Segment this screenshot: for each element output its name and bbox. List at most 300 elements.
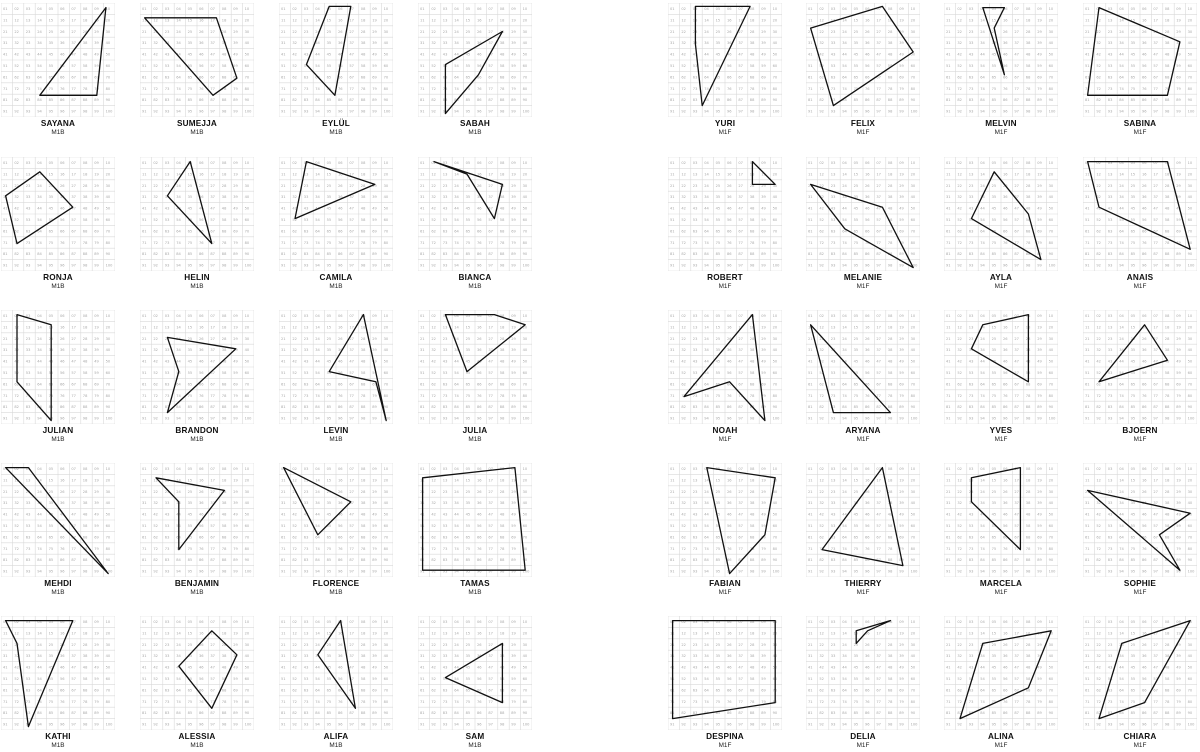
grid-number: 46 (199, 52, 204, 57)
grid-number: 78 (82, 240, 88, 245)
grid-number: 29 (372, 336, 377, 341)
grid-number: 48 (749, 206, 755, 211)
grid-number: 88 (499, 711, 505, 716)
grid-number: 18 (1164, 18, 1170, 23)
drawn-shape (811, 6, 914, 105)
grid-number: 33 (25, 195, 31, 200)
grid-number: 61 (3, 382, 8, 387)
grid-number: 96 (338, 109, 343, 114)
grid-number: 10 (383, 620, 389, 624)
grid-number: 45 (326, 665, 332, 670)
grid-number: 96 (1142, 569, 1147, 574)
grid-number: 67 (349, 382, 354, 387)
grid-number: 03 (1107, 7, 1113, 11)
grid-number: 06 (727, 161, 732, 165)
grid-number: 31 (420, 501, 425, 506)
grid-number: 13 (303, 325, 309, 330)
grid-number: 02 (14, 467, 19, 471)
grid-number: 21 (1085, 29, 1090, 34)
grid-number: 23 (442, 183, 448, 188)
grid-number: 97 (71, 416, 76, 421)
grid-number: 32 (681, 41, 686, 46)
grid-number: 07 (210, 314, 215, 318)
grid-number: 26 (727, 489, 732, 494)
grid-number: 14 (454, 18, 459, 23)
grid-number: 49 (94, 359, 99, 364)
grid-number: 88 (360, 711, 366, 716)
grid-number: 21 (142, 489, 147, 494)
grid-number: 29 (1037, 183, 1042, 188)
grid-number: 43 (442, 359, 448, 364)
grid-number: 57 (738, 64, 743, 68)
grid-number: 37 (488, 195, 493, 200)
grid-number: 24 (315, 336, 320, 341)
grid-number: 69 (761, 688, 766, 693)
grid-number: 76 (199, 240, 204, 245)
grid-number: 95 (48, 569, 54, 574)
grid-number: 56 (60, 524, 65, 528)
grid-number: 39 (1176, 501, 1181, 506)
grid-number: 14 (1119, 325, 1124, 330)
grid-number: 55 (48, 218, 54, 222)
grid-number: 52 (819, 218, 824, 222)
grid-number: 87 (738, 405, 743, 410)
grid-number: 78 (360, 546, 366, 551)
grid-number: 71 (1085, 240, 1090, 245)
grid-number: 46 (338, 206, 343, 211)
grid-number: 82 (292, 405, 297, 410)
grid-number: 08 (221, 467, 227, 471)
grid-number: 07 (1014, 7, 1019, 11)
grid-number: 68 (1025, 382, 1031, 387)
grid-number: 18 (82, 325, 88, 330)
grid-number: 29 (761, 183, 766, 188)
grid-number: 35 (48, 195, 54, 200)
grid-number: 18 (499, 172, 505, 177)
grid-number: 52 (1096, 64, 1101, 68)
grid-number: 05 (853, 7, 859, 11)
grid-number: 66 (727, 75, 732, 80)
grid-number: 81 (3, 98, 8, 103)
grid-number: 71 (420, 546, 425, 551)
grid-number: 46 (199, 665, 204, 670)
grid-number: 26 (338, 29, 343, 34)
grid-number: 12 (292, 631, 297, 636)
grid-number: 18 (82, 631, 88, 636)
grid-number: 78 (887, 393, 893, 398)
grid-number: 75 (326, 240, 332, 245)
grid-number: 03 (303, 620, 309, 624)
grid-number: 95 (853, 722, 859, 727)
grid-number: 49 (94, 206, 99, 211)
grid-number: 58 (82, 524, 88, 528)
grid-number: 83 (303, 558, 309, 563)
grid-number: 30 (1048, 29, 1054, 34)
grid-number: 89 (761, 405, 766, 410)
grid-number: 62 (681, 229, 686, 234)
grid-number: 76 (199, 699, 204, 704)
grid-number: 70 (383, 229, 389, 234)
grid-number: 08 (1025, 467, 1031, 471)
grid-number: 46 (60, 665, 65, 670)
grid-number: 84 (176, 711, 181, 716)
grid-number: 75 (853, 240, 859, 245)
grid-number: 35 (187, 654, 193, 659)
grid-number: 46 (865, 359, 870, 364)
grid-number: 47 (1014, 206, 1019, 211)
grid-number: 79 (233, 699, 238, 704)
grid-number: 27 (1014, 183, 1019, 188)
class-group: M1F (718, 589, 732, 596)
grid-number: 73 (968, 546, 974, 551)
grid-number: 82 (819, 405, 824, 410)
grid-number: 03 (1107, 314, 1113, 318)
grid-number: 24 (176, 183, 181, 188)
grid-number: 88 (221, 558, 227, 563)
grid-number: 27 (349, 489, 354, 494)
student-card (279, 157, 393, 293)
grid-number: 01 (281, 314, 286, 318)
grid-number: 90 (772, 252, 778, 257)
grid-number: 61 (808, 75, 813, 80)
grid-number: 82 (153, 98, 158, 103)
grid-number: 27 (349, 183, 354, 188)
grid-number: 57 (210, 371, 215, 375)
grid-number: 49 (233, 359, 238, 364)
grid-number: 32 (153, 501, 158, 506)
grid-number: 78 (1025, 86, 1031, 91)
grid-number: 54 (176, 371, 181, 375)
grid-number: 02 (681, 314, 686, 318)
grid-number: 31 (1085, 41, 1090, 46)
grid-number: 33 (164, 41, 170, 46)
grid-number: 02 (153, 161, 158, 165)
grid-number: 76 (1142, 393, 1147, 398)
grid-number: 90 (910, 711, 916, 716)
grid-number: 10 (522, 7, 528, 11)
grid-number: 37 (71, 501, 76, 506)
grid-number: 81 (808, 98, 813, 103)
grid-number: 55 (715, 64, 721, 68)
grid-number: 01 (808, 7, 813, 11)
grid-number: 61 (670, 688, 675, 693)
grid-number: 67 (876, 535, 881, 540)
grid-number: 49 (1037, 359, 1042, 364)
grid-number: 79 (372, 699, 377, 704)
grid-number: 69 (372, 229, 377, 234)
grid-number: 50 (1187, 206, 1193, 211)
grid-number: 78 (360, 86, 366, 91)
grid-number: 65 (465, 688, 471, 693)
grid-number: 94 (315, 109, 320, 114)
grid-number: 17 (488, 478, 493, 483)
grid-number: 26 (338, 336, 343, 341)
grid-number: 40 (105, 195, 111, 200)
grid-number: 18 (360, 478, 366, 483)
grid-number: 85 (326, 558, 332, 563)
grid-number: 41 (808, 512, 813, 517)
grid-number: 09 (511, 314, 516, 318)
grid-number: 27 (210, 336, 215, 341)
grid-number: 32 (819, 348, 824, 353)
grid-number: 78 (499, 393, 505, 398)
grid-number: 95 (715, 109, 721, 114)
grid-number: 21 (3, 336, 8, 341)
grid-number: 26 (60, 183, 65, 188)
grid-number: 20 (1048, 172, 1054, 177)
grid-number: 72 (681, 86, 686, 91)
grid-number: 81 (420, 711, 425, 716)
grid-number: 44 (980, 512, 985, 517)
grid-number: 58 (1164, 218, 1170, 222)
grid-number: 37 (349, 654, 354, 659)
grid-number: 71 (808, 86, 813, 91)
grid-number: 26 (1003, 336, 1008, 341)
grid-number: 04 (37, 314, 42, 318)
grid-number: 36 (1003, 195, 1008, 200)
grid-number: 28 (1025, 642, 1031, 647)
grid-number: 87 (876, 98, 881, 103)
grid-number: 10 (1048, 314, 1054, 318)
grid-number: 19 (511, 172, 516, 177)
grid-number: 23 (25, 29, 31, 34)
grid-number: 58 (887, 524, 893, 528)
grid-number: 33 (968, 501, 974, 506)
grid-number: 12 (292, 478, 297, 483)
grid-number: 65 (715, 382, 721, 387)
grid-number: 26 (727, 642, 732, 647)
grid-number: 42 (1096, 359, 1101, 364)
grid-number: 88 (749, 98, 755, 103)
grid-number: 04 (842, 314, 847, 318)
grid-number: 82 (957, 405, 962, 410)
grid-number: 63 (25, 75, 31, 80)
grid-number: 29 (511, 489, 516, 494)
grid-number: 94 (176, 722, 181, 727)
grid-number: 40 (522, 348, 528, 353)
grid-number: 53 (692, 218, 698, 222)
grid-number: 40 (1048, 41, 1054, 46)
grid-number: 28 (221, 29, 227, 34)
grid-number: 21 (670, 29, 675, 34)
grid-number: 39 (94, 41, 99, 46)
grid-number: 48 (499, 512, 505, 517)
grid-number: 88 (82, 405, 88, 410)
grid-number: 27 (738, 489, 743, 494)
grid-number: 29 (372, 183, 377, 188)
grid-number: 28 (887, 489, 893, 494)
grid-number: 90 (383, 252, 389, 257)
grid-number: 100 (1187, 263, 1195, 268)
grid-number: 25 (465, 336, 471, 341)
grid-number: 66 (727, 229, 732, 234)
grid-number: 38 (82, 195, 88, 200)
number-grid (1, 463, 115, 577)
student-card (806, 463, 920, 599)
grid-number: 42 (681, 359, 686, 364)
grid-number: 26 (477, 642, 482, 647)
grid-number: 26 (865, 29, 870, 34)
grid-number: 70 (522, 75, 528, 80)
grid-number: 64 (842, 535, 847, 540)
grid-number: 03 (303, 467, 309, 471)
grid-number: 29 (94, 489, 99, 494)
grid-number: 37 (1014, 654, 1019, 659)
grid-number: 92 (681, 416, 686, 421)
student-name: BENJAMIN (174, 579, 220, 588)
grid-number: 22 (14, 336, 19, 341)
student-name: TAMAS (460, 579, 490, 588)
grid-number: 36 (1142, 41, 1147, 46)
grid-number: 46 (60, 512, 65, 517)
grid-number: 03 (442, 161, 448, 165)
grid-number: 86 (477, 405, 482, 410)
grid-number: 36 (60, 41, 65, 46)
student-card (279, 3, 393, 139)
grid-number: 75 (465, 699, 471, 704)
grid-number: 24 (37, 489, 42, 494)
grid-number: 51 (420, 218, 425, 222)
grid-number: 22 (14, 642, 19, 647)
grid-number: 39 (1037, 41, 1042, 46)
grid-number: 42 (14, 359, 19, 364)
grid-number: 57 (71, 677, 76, 681)
grid-number: 58 (1164, 524, 1170, 528)
grid-number: 99 (761, 109, 766, 114)
grid-number: 20 (383, 18, 389, 23)
grid-number: 63 (1107, 382, 1113, 387)
grid-number: 50 (1048, 52, 1054, 57)
grid-number: 36 (338, 654, 343, 659)
grid-number: 68 (1164, 535, 1170, 540)
grid-number: 59 (511, 371, 516, 375)
grid-number: 49 (372, 52, 377, 57)
grid-number: 83 (692, 711, 698, 716)
grid-number: 58 (82, 677, 88, 681)
grid-number: 57 (738, 371, 743, 375)
student-name: THIERRY (844, 579, 882, 588)
grid-number: 38 (1025, 501, 1031, 506)
number-grid (806, 157, 920, 271)
grid-number: 52 (1096, 524, 1101, 528)
grid-number: 78 (82, 393, 88, 398)
grid-number: 65 (853, 229, 859, 234)
grid-number: 55 (853, 371, 859, 375)
grid-number: 84 (176, 558, 181, 563)
grid-number: 80 (772, 240, 778, 245)
grid-number: 37 (738, 501, 743, 506)
student-card (140, 157, 254, 293)
grid-number: 35 (715, 654, 721, 659)
grid-number: 32 (431, 41, 436, 46)
grid-number: 78 (749, 393, 755, 398)
grid-number: 82 (819, 98, 824, 103)
grid-number: 97 (1014, 569, 1019, 574)
grid-number: 59 (233, 677, 238, 681)
grid-number: 37 (738, 654, 743, 659)
grid-number: 44 (980, 206, 985, 211)
student-name: LEVIN (323, 426, 349, 435)
grid-number: 66 (1003, 382, 1008, 387)
grid-number: 15 (991, 325, 997, 330)
grid-number: 19 (94, 172, 99, 177)
grid-number: 74 (842, 546, 847, 551)
grid-number: 28 (749, 642, 755, 647)
grid-number: 90 (383, 405, 389, 410)
grid-number: 29 (511, 29, 516, 34)
grid-number: 86 (727, 405, 732, 410)
grid-number: 62 (819, 535, 824, 540)
grid-number: 91 (142, 569, 147, 574)
grid-number: 09 (94, 161, 99, 165)
grid-number: 32 (819, 501, 824, 506)
grid-number: 97 (349, 263, 354, 268)
grid-number: 11 (420, 631, 425, 636)
grid-number: 75 (853, 699, 859, 704)
grid-number: 67 (210, 382, 215, 387)
grid-number: 70 (772, 229, 778, 234)
grid-number: 80 (1187, 86, 1193, 91)
grid-number: 54 (704, 524, 709, 528)
grid-number: 40 (522, 195, 528, 200)
grid-number: 74 (454, 699, 459, 704)
grid-number: 97 (876, 109, 881, 114)
grid-number: 46 (60, 52, 65, 57)
grid-number: 54 (1119, 524, 1124, 528)
grid-number: 63 (303, 75, 309, 80)
grid-number: 30 (522, 489, 528, 494)
grid-number: 20 (105, 172, 111, 177)
grid-number: 05 (187, 161, 193, 165)
grid-number: 100 (910, 416, 918, 421)
grid-number: 97 (71, 722, 76, 727)
grid-number: 77 (488, 393, 493, 398)
grid-number: 56 (865, 524, 870, 528)
grid-number: 56 (338, 218, 343, 222)
grid-number: 64 (980, 688, 985, 693)
grid-number: 76 (338, 393, 343, 398)
grid-number: 21 (946, 183, 951, 188)
grid-number: 22 (1096, 489, 1101, 494)
grid-number: 96 (1142, 109, 1147, 114)
grid-number: 68 (221, 382, 227, 387)
grid-number: 90 (383, 711, 389, 716)
grid-number: 24 (1119, 489, 1124, 494)
grid-number: 40 (105, 654, 111, 659)
grid-number: 39 (761, 41, 766, 46)
grid-number: 63 (25, 535, 31, 540)
grid-number: 91 (142, 416, 147, 421)
grid-number: 41 (3, 359, 8, 364)
grid-number: 27 (1014, 489, 1019, 494)
grid-number: 98 (360, 416, 366, 421)
grid-number: 22 (431, 29, 436, 34)
grid-number: 14 (980, 18, 985, 23)
grid-number: 11 (281, 631, 286, 636)
grid-number: 100 (522, 416, 530, 421)
grid-number: 79 (899, 393, 904, 398)
grid-number: 42 (819, 512, 824, 517)
grid-number: 62 (431, 382, 436, 387)
grid-number: 22 (819, 642, 824, 647)
grid-number: 23 (692, 642, 698, 647)
grid-number: 55 (853, 64, 859, 68)
grid-number: 80 (772, 86, 778, 91)
grid-number: 47 (488, 665, 493, 670)
grid-number: 13 (968, 172, 974, 177)
grid-number: 11 (808, 18, 813, 23)
grid-number: 74 (315, 240, 320, 245)
